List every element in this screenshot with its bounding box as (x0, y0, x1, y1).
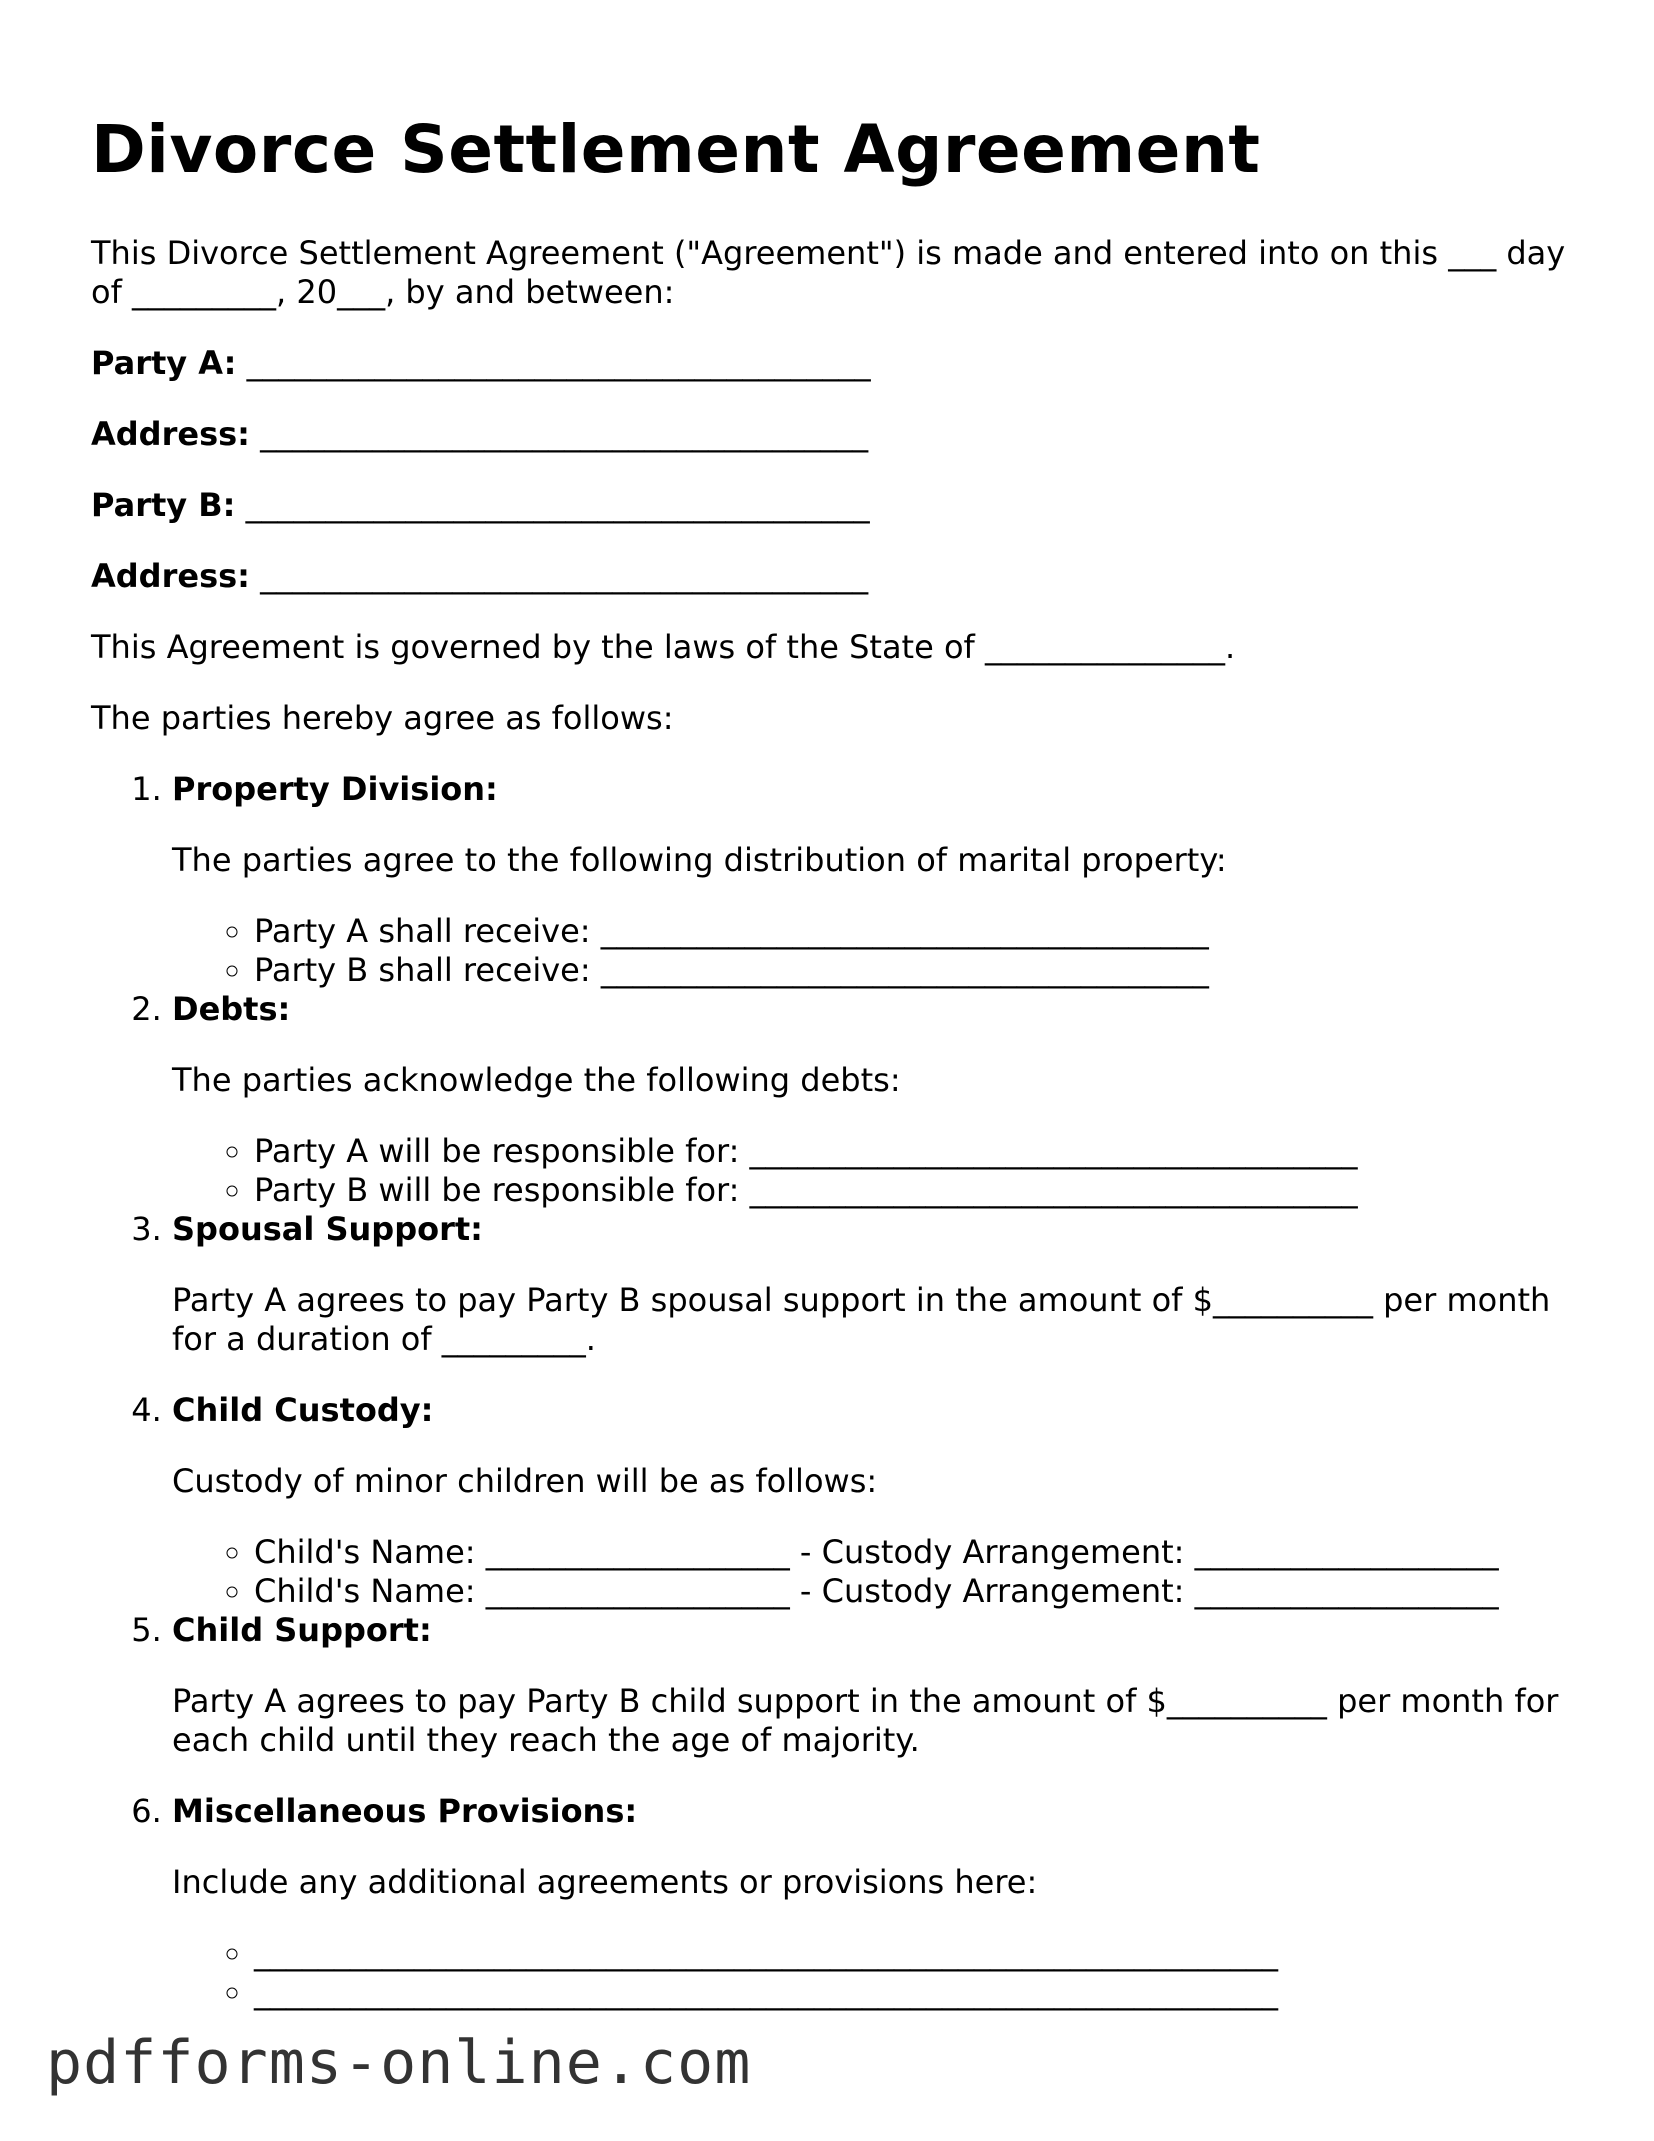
party-a-address-label: Address: (91, 415, 250, 453)
list-item[interactable]: ◦ Party A shall receive: ______________________________________ (254, 912, 1571, 951)
section-title: Child Support: (172, 1611, 432, 1649)
list-item[interactable]: ◦ Party A will be responsible for: ______________________________________ (254, 1132, 1571, 1171)
party-b-label: Party B: (91, 486, 236, 524)
section-description: Include any additional agreements or provisions here: (172, 1863, 1038, 1901)
section-title: Debts: (172, 990, 291, 1028)
watermark-text: pdfforms-online.com (46, 2028, 752, 2098)
list-item[interactable]: ◦ Party B will be responsible for: ______________________________________ (254, 1171, 1571, 1210)
section-items (172, 912, 1571, 990)
section-body[interactable]: Party A agrees to pay Party B spousal support in the amount of $__________ per month for a duration of _________. (172, 1281, 1551, 1358)
section-items (172, 1934, 1571, 2012)
governing-law-paragraph: This Agreement is governed by the laws of the State of _______________. (91, 628, 1236, 666)
document-title: Divorce Settlement Agreement (91, 111, 1261, 188)
list-item[interactable]: ◦ Party B shall receive: ______________________________________ (254, 951, 1571, 990)
section-miscellaneous-provisions (172, 1792, 1571, 2012)
list-item[interactable]: ◦ Child's Name: ___________________ - Custody Arrangement: ___________________ (254, 1533, 1571, 1572)
list-item[interactable]: ◦ ________________________________________________________________ (254, 1934, 1571, 1973)
section-title: Child Custody: (172, 1391, 434, 1429)
party-b-address-blank[interactable]: ______________________________________ (260, 557, 869, 595)
section-items (172, 1533, 1571, 1611)
party-a-label: Party A: (91, 344, 237, 382)
agree-paragraph: The parties hereby agree as follows: (91, 699, 674, 737)
party-b-field (91, 486, 1571, 525)
section-description: The parties acknowledge the following debts: (172, 1061, 901, 1099)
section-spousal-support (172, 1210, 1571, 1359)
section-description: Custody of minor children will be as follows: (172, 1462, 878, 1500)
section-child-custody (172, 1391, 1571, 1611)
party-a-address-field (91, 415, 1571, 454)
section-title: Spousal Support: (172, 1210, 483, 1248)
party-b-address-field (91, 557, 1571, 596)
section-property-division (172, 770, 1571, 990)
intro-paragraph: This Divorce Settlement Agreement ("Agreement") is made and entered into on this ___ day of _________, 20___, by and between: (91, 234, 1566, 311)
party-b-address-label: Address: (91, 557, 250, 595)
list-item[interactable]: ◦ ________________________________________________________________ (254, 1973, 1571, 2012)
section-title: Property Division: (172, 770, 498, 808)
section-description: The parties agree to the following distribution of marital property: (172, 841, 1227, 879)
section-body[interactable]: Party A agrees to pay Party B child support in the amount of $__________ per month for each child until they reach the age of majority. (172, 1682, 1559, 1759)
party-b-blank[interactable]: _______________________________________ (245, 486, 870, 524)
party-a-blank[interactable]: _______________________________________ (246, 344, 871, 382)
list-item[interactable]: ◦ Child's Name: ___________________ - Custody Arrangement: ___________________ (254, 1572, 1571, 1611)
section-title: Miscellaneous Provisions: (172, 1792, 638, 1830)
party-a-field (91, 344, 1571, 383)
section-child-support (172, 1611, 1571, 1760)
section-items (172, 1132, 1571, 1210)
section-debts (172, 990, 1571, 1210)
party-a-address-blank[interactable]: ______________________________________ (260, 415, 869, 453)
document-page (91, 0, 1571, 2012)
sections-list (91, 770, 1571, 2012)
